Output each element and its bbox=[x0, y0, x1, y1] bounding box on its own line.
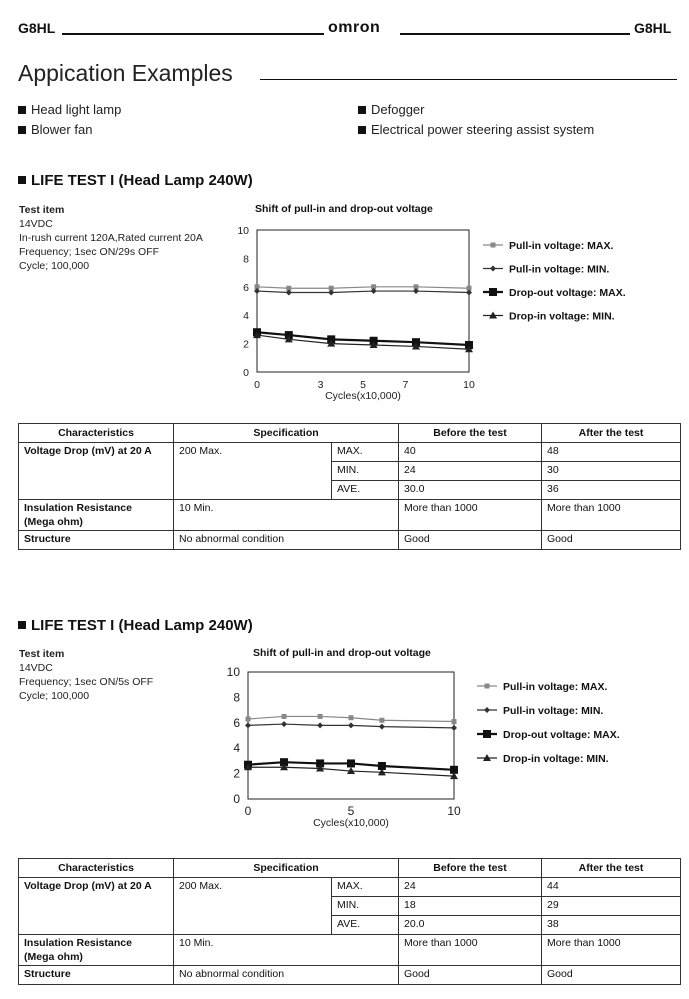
page-title: Appication Examples bbox=[18, 60, 233, 86]
table-row bbox=[19, 531, 681, 550]
spec-cell: 200 Max. bbox=[174, 443, 332, 500]
y-tick-label: 2 bbox=[233, 766, 240, 781]
section-title: LIFE TEST I (Head Lamp 240W) bbox=[18, 172, 253, 189]
x-tick-label: 10 bbox=[447, 804, 461, 818]
plot-area bbox=[257, 230, 469, 372]
test-item-label: Test item bbox=[19, 648, 65, 660]
before-cell: 20.0 bbox=[399, 916, 542, 935]
before-cell: 30.0 bbox=[399, 481, 542, 500]
before-cell: Good bbox=[399, 531, 542, 550]
section-title: LIFE TEST I (Head Lamp 240W) bbox=[18, 617, 253, 634]
col-header: Characteristics bbox=[19, 424, 174, 443]
header-code-right: G8HL bbox=[634, 20, 672, 36]
bullet-square-icon bbox=[358, 106, 366, 114]
application-item: Head light lamp bbox=[18, 102, 121, 117]
chart-title: Shift of pull-in and drop-out voltage bbox=[255, 203, 433, 215]
x-tick-label: 0 bbox=[244, 804, 252, 818]
y-tick-label: 6 bbox=[243, 281, 249, 294]
results-table-1 bbox=[18, 423, 681, 550]
data-point bbox=[281, 721, 287, 727]
bullet-square-icon bbox=[18, 106, 26, 114]
stat-label-cell: MAX. bbox=[332, 443, 399, 462]
data-point bbox=[347, 759, 355, 767]
legend-label: Drop-in voltage: MIN. bbox=[503, 753, 609, 765]
y-tick-label: 8 bbox=[233, 690, 240, 705]
data-point bbox=[246, 716, 251, 721]
x-tick-label: 5 bbox=[360, 379, 366, 391]
table-row bbox=[19, 935, 681, 966]
characteristic-cell: Structure bbox=[19, 966, 174, 985]
application-item: Electrical power steering assist system bbox=[358, 122, 594, 137]
legend-marker bbox=[484, 707, 490, 713]
y-tick-label: 4 bbox=[233, 741, 240, 756]
after-cell: More than 1000 bbox=[542, 500, 681, 531]
data-point bbox=[348, 722, 354, 728]
test-item-label: Test item bbox=[19, 204, 65, 216]
after-cell: 30 bbox=[542, 462, 681, 481]
legend-marker bbox=[490, 266, 496, 272]
before-cell: 18 bbox=[399, 897, 542, 916]
x-tick-label: 10 bbox=[463, 379, 475, 391]
before-cell: More than 1000 bbox=[399, 500, 542, 531]
legend-label: Pull-in voltage: MIN. bbox=[509, 263, 610, 276]
data-point bbox=[379, 718, 384, 723]
stat-label-cell: MAX. bbox=[332, 878, 399, 897]
header-rule-left bbox=[62, 33, 324, 35]
after-cell: Good bbox=[542, 966, 681, 985]
test-condition-line: Cycle; 100,000 bbox=[19, 690, 90, 702]
test-conditions bbox=[19, 203, 203, 273]
after-cell: 29 bbox=[542, 897, 681, 916]
before-cell: 24 bbox=[399, 878, 542, 897]
y-tick-label: 6 bbox=[233, 715, 240, 730]
legend-label: Pull-in voltage: MIN. bbox=[503, 705, 604, 717]
x-tick-label: 7 bbox=[402, 379, 409, 391]
test-condition-line: Frequency; 1sec ON/5s OFF bbox=[19, 676, 154, 688]
x-tick-label: 0 bbox=[254, 379, 260, 391]
legend-label: Drop-out voltage: MAX. bbox=[503, 729, 620, 741]
col-header: Characteristics bbox=[19, 859, 174, 878]
x-tick-label: 3 bbox=[317, 379, 324, 391]
after-cell: More than 1000 bbox=[542, 935, 681, 966]
spec-cell: 10 Min. bbox=[174, 935, 399, 966]
after-cell: Good bbox=[542, 531, 681, 550]
table-row bbox=[19, 443, 681, 462]
data-point bbox=[317, 722, 323, 728]
data-point bbox=[282, 714, 287, 719]
test-condition-line: Frequency; 1sec ON/29s OFF bbox=[19, 246, 160, 258]
test-condition-line: 14VDC bbox=[19, 662, 53, 674]
table-header-row bbox=[19, 424, 681, 443]
table-row bbox=[19, 966, 681, 985]
stat-label-cell: AVE. bbox=[332, 481, 399, 500]
characteristic-cell: Voltage Drop (mV) at 20 A bbox=[19, 443, 174, 500]
chart-title: Shift of pull-in and drop-out voltage bbox=[253, 647, 431, 659]
data-point bbox=[318, 714, 323, 719]
y-tick-label: 2 bbox=[243, 338, 249, 351]
spec-cell: 200 Max. bbox=[174, 878, 332, 935]
legend-label: Drop-out voltage: MAX. bbox=[509, 287, 626, 299]
legend-label: Drop-in voltage: MIN. bbox=[509, 310, 615, 323]
life-test-chart-2 bbox=[215, 660, 680, 845]
y-tick-label: 0 bbox=[233, 792, 240, 806]
table-header-row bbox=[19, 859, 681, 878]
legend-label: Pull-in voltage: MAX. bbox=[503, 681, 608, 693]
results-table-2 bbox=[18, 858, 681, 985]
after-cell: 44 bbox=[542, 878, 681, 897]
legend-marker bbox=[489, 288, 497, 296]
y-tick-label: 8 bbox=[243, 253, 249, 266]
bullet-square-icon bbox=[358, 126, 366, 134]
stat-label-cell: AVE. bbox=[332, 916, 399, 935]
legend-marker bbox=[491, 243, 496, 248]
stat-label-cell: MIN. bbox=[332, 462, 399, 481]
characteristic-cell: Structure bbox=[19, 531, 174, 550]
spec-cell: No abnormal condition bbox=[174, 531, 399, 550]
legend-marker bbox=[483, 730, 491, 738]
after-cell: 38 bbox=[542, 916, 681, 935]
y-tick-label: 4 bbox=[243, 310, 249, 323]
x-tick-label: 5 bbox=[347, 804, 355, 818]
application-item: Defogger bbox=[358, 102, 424, 117]
life-test-chart-1 bbox=[225, 218, 680, 408]
test-condition-line: 14VDC bbox=[19, 218, 53, 230]
data-point bbox=[451, 725, 457, 731]
plot-area bbox=[248, 672, 454, 799]
data-point bbox=[245, 722, 251, 728]
before-cell: 40 bbox=[399, 443, 542, 462]
col-header: Before the test bbox=[399, 424, 542, 443]
legend-label: Pull-in voltage: MAX. bbox=[509, 240, 614, 252]
bullet-square-icon bbox=[18, 176, 26, 184]
test-conditions bbox=[19, 647, 153, 703]
data-point bbox=[452, 719, 457, 724]
table-row bbox=[19, 500, 681, 531]
y-tick-label: 10 bbox=[226, 665, 240, 679]
legend-marker bbox=[485, 684, 490, 689]
col-header: Specification bbox=[174, 859, 399, 878]
col-header: After the test bbox=[542, 424, 681, 443]
x-axis-label: Cycles(x10,000) bbox=[313, 817, 389, 829]
before-cell: More than 1000 bbox=[399, 935, 542, 966]
header-rule-right bbox=[400, 33, 630, 35]
spec-cell: No abnormal condition bbox=[174, 966, 399, 985]
y-tick-label: 0 bbox=[243, 367, 249, 379]
x-axis-label: Cycles(x10,000) bbox=[325, 390, 401, 402]
spec-cell: 10 Min. bbox=[174, 500, 399, 531]
application-item: Blower fan bbox=[18, 122, 92, 137]
characteristic-cell: Insulation Resistance (Mega ohm) bbox=[19, 500, 174, 531]
test-condition-line: Cycle; 100,000 bbox=[19, 260, 90, 272]
data-point bbox=[379, 724, 385, 730]
characteristic-cell: Voltage Drop (mV) at 20 A bbox=[19, 878, 174, 935]
test-condition-line: In-rush current 120A,Rated current 20A bbox=[19, 232, 203, 244]
characteristic-cell: Insulation Resistance (Mega ohm) bbox=[19, 935, 174, 966]
y-tick-label: 10 bbox=[237, 225, 249, 237]
header-code-left: G8HL bbox=[18, 20, 56, 36]
col-header: After the test bbox=[542, 859, 681, 878]
bullet-square-icon bbox=[18, 126, 26, 134]
data-point bbox=[349, 715, 354, 720]
before-cell: 24 bbox=[399, 462, 542, 481]
after-cell: 36 bbox=[542, 481, 681, 500]
col-header: Specification bbox=[174, 424, 399, 443]
after-cell: 48 bbox=[542, 443, 681, 462]
table-row bbox=[19, 878, 681, 897]
col-header: Before the test bbox=[399, 859, 542, 878]
stat-label-cell: MIN. bbox=[332, 897, 399, 916]
bullet-square-icon bbox=[18, 621, 26, 629]
title-rule bbox=[260, 79, 677, 80]
before-cell: Good bbox=[399, 966, 542, 985]
omron-logo: omron bbox=[328, 19, 381, 36]
